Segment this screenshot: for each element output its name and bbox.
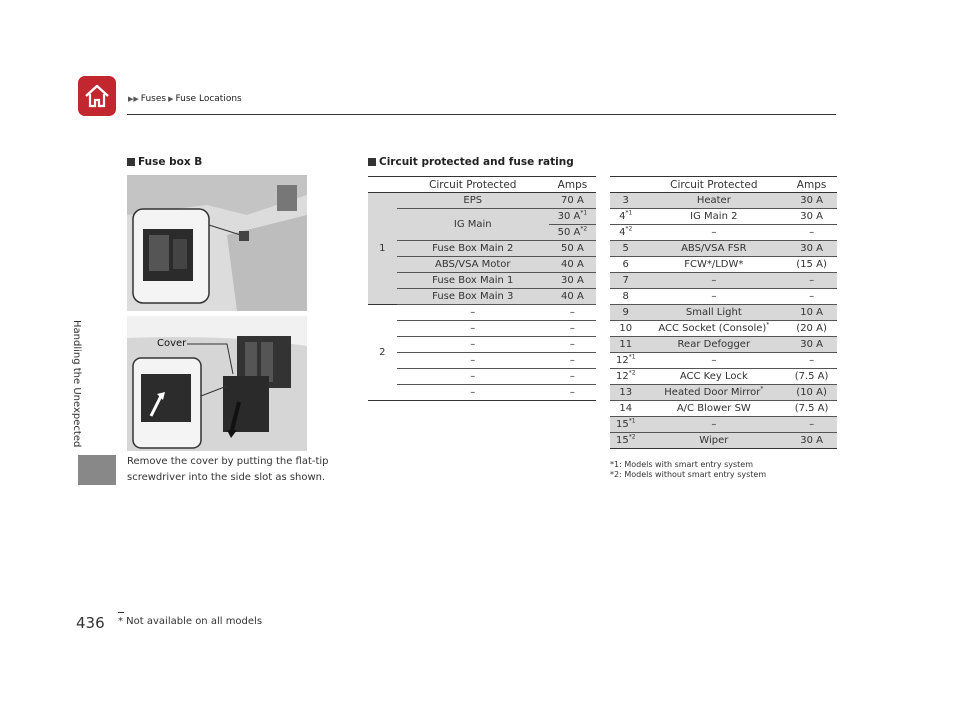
breadcrumb-arrow-icon: ▶▶ [128,95,139,103]
bullet-square-icon [127,158,135,166]
fuse-box-photo-bottom [127,316,307,451]
fuse-number: 2 [368,305,397,401]
fuse-number: 14 [610,401,641,417]
breadcrumb-arrow-icon: ▶ [168,95,174,103]
table-row: IG Main 30 $A^{*1}$ [368,209,596,225]
column-header-amps: Amps [786,177,837,193]
table-row [610,241,837,257]
amps-value: (10 A) [786,385,837,401]
table-row [610,433,837,449]
circuit-name: Heated Door Mirror* [641,385,786,401]
amps-value: 30 A [786,433,837,449]
footnote-2: *2: Models without smart entry system [610,469,767,479]
table-row [610,225,837,241]
circuit-name: – [641,417,786,433]
circuit-name: Rear Defogger [641,337,786,353]
table-row: – – [368,353,596,369]
circuit-name: – [641,225,786,241]
circuit-name: ACC Key Lock [641,369,786,385]
sidebar-section-label: Handling the Unexpected [71,320,82,448]
table-row [610,417,837,433]
circuit-name: FCW*/LDW* [641,257,786,273]
availability-note: * Not available on all models [118,616,262,627]
table-row: 50 $A^{*2}$ [368,225,596,241]
fuse-number: 3 [610,193,641,209]
fuse-number: 13 [610,385,641,401]
amps-value: (20 A) [786,321,837,337]
amps-value: 10 A [786,305,837,321]
table-row [610,369,837,385]
table-row [610,337,837,353]
footnote-rule [118,612,124,613]
table-row: Fuse Box Main 1 30 A [368,273,596,289]
amps-value: 30 A [786,337,837,353]
table-row: Fuse Box Main 3 40 A [368,289,596,305]
sidebar-tab-marker[interactable] [78,455,116,485]
breadcrumb [128,94,242,104]
footnote-1: *1: Models with smart entry system [610,460,754,469]
column-header-circuit: Circuit Protected [641,177,786,193]
table-row: – – [368,321,596,337]
amps-value: (15 A) [786,257,837,273]
column-header-number [610,177,641,193]
home-button[interactable] [78,76,116,116]
fuse-number: 12$^{*1}$ [610,353,641,369]
circuit-name: IG Main 2 [641,209,786,225]
fuse-number: 1 [368,193,397,305]
circuit-name: ACC Socket (Console)* [641,321,786,337]
amps-value: – [786,417,837,433]
cover-label: Cover [157,338,187,349]
fuse-table-middle [368,176,596,401]
column-header-number [368,177,397,193]
fuse-number: 15$^{*1}$ [610,417,641,433]
table-row [610,289,837,305]
fuse-number: 15$^{*2}$ [610,433,641,449]
fuse-number: 9 [610,305,641,321]
home-icon [83,83,111,109]
table-row [610,273,837,289]
table-row: 2 – – [368,305,596,321]
amps-value: – [786,273,837,289]
amps-value: 30 A [786,209,837,225]
circuit-name: A/C Blower SW [641,401,786,417]
table-row: ABS/VSA Motor 40 A [368,257,596,273]
fuse-number: 8 [610,289,641,305]
header-divider [127,114,836,115]
fuse-table-right [610,176,837,449]
circuit-name: Small Light [641,305,786,321]
table-row: 1 EPS 70 A [368,193,596,209]
amps-value: – [786,353,837,369]
circuit-name: ABS/VSA FSR [641,241,786,257]
amps-value: (7.5 A) [786,401,837,417]
table-row [610,257,837,273]
fuse-number: 7 [610,273,641,289]
circuit-name: – [641,353,786,369]
fuse-number: 4$^{*1}$ [610,209,641,225]
column-header-circuit: Circuit Protected [397,177,549,193]
table-row: – – [368,385,596,401]
amps-value: – [786,289,837,305]
table-row: – – [368,369,596,385]
table-row [610,353,837,369]
fuse-box-b-title: Fuse box B [127,156,202,168]
fuse-number: 5 [610,241,641,257]
table-row [610,305,837,321]
fuse-number: 11 [610,337,641,353]
fuse-number: 6 [610,257,641,273]
table-row [610,209,837,225]
footnotes [610,460,766,479]
column-header-amps: Amps [549,177,596,193]
bullet-square-icon [368,158,376,166]
circuit-name: Heater [641,193,786,209]
amps-value: 30 A [786,193,837,209]
fuse-number: 10 [610,321,641,337]
amps-value: 30 A [786,241,837,257]
fuse-number: 12$^{*2}$ [610,369,641,385]
circuit-name: – [641,273,786,289]
amps-value: – [786,225,837,241]
page-number: 436 [76,614,105,632]
amps-value: (7.5 A) [786,369,837,385]
circuit-name: Wiper [641,433,786,449]
fuse-box-caption: Remove the cover by putting the flat-tip screwdriver into the side slot as shown. [127,456,329,483]
table-row: – – [368,337,596,353]
table-row [610,193,837,209]
breadcrumb-item-fuses[interactable]: Fuses [140,94,167,104]
table-row: Fuse Box Main 2 50 A [368,241,596,257]
circuit-fuse-rating-title: Circuit protected and fuse rating [368,156,574,168]
fuse-number: 4$^{*2}$ [610,225,641,241]
circuit-name: – [641,289,786,305]
table-row [610,385,837,401]
table-row [610,401,837,417]
fuse-box-photo-top [127,175,307,311]
breadcrumb-item-fuse-locations[interactable]: Fuse Locations [175,94,242,104]
table-row [610,321,837,337]
